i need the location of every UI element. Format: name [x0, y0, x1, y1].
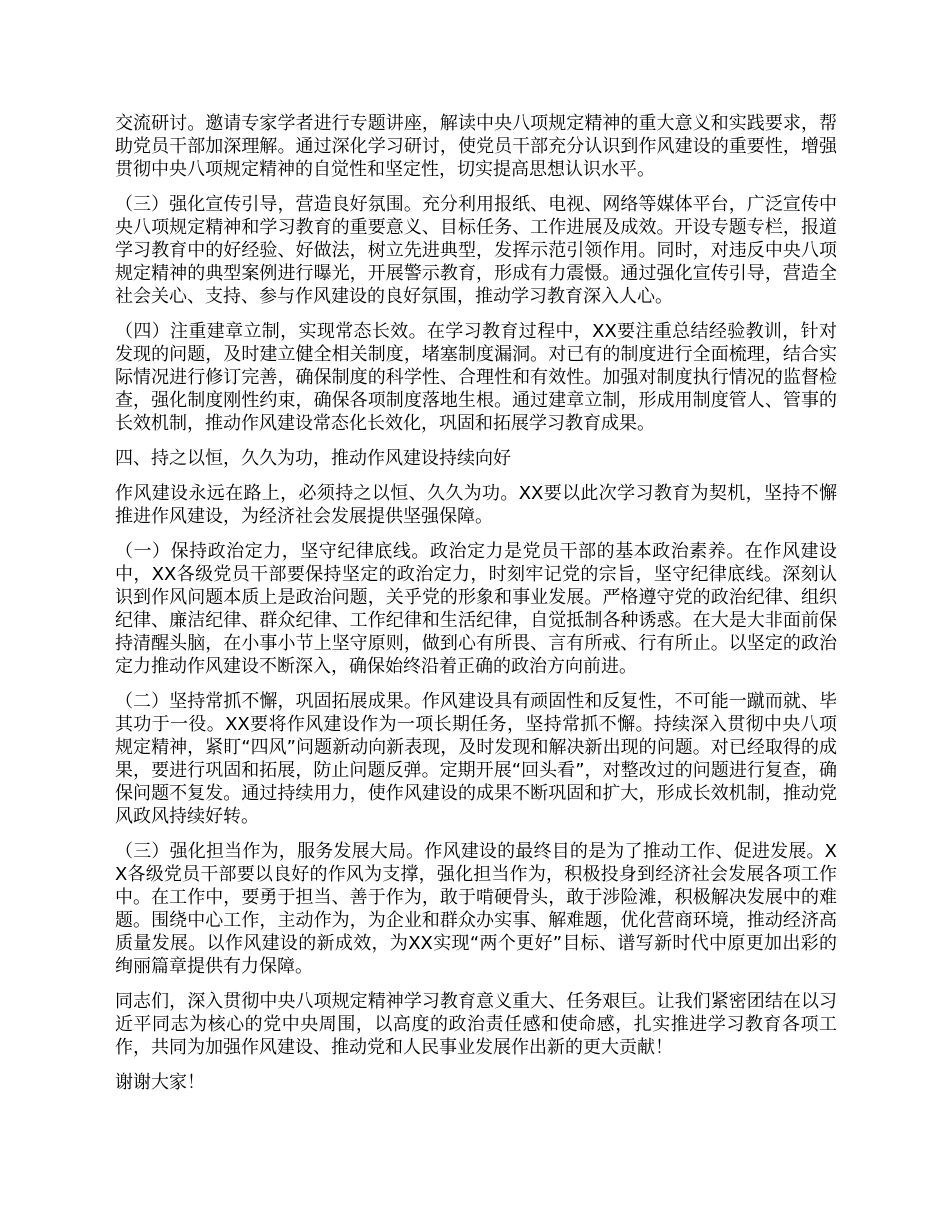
document-body: [115, 112, 837, 1094]
closing-line: 谢谢大家！: [115, 1072, 205, 1093]
paragraph-section-intro: 作风建设永远在路上，必须持之以恒、久久为功。XX要以此次学习教育为契机，坚持不懈推进作风建设，为经济社会发展提供坚强保障。: [115, 483, 837, 527]
paragraph-item-4-institution: （四）注重建章立制，实现常态长效。在学习教育过程中，XX要注重总结经验教训，针对发现的问题，及时建立健全相关制度，堵塞制度漏洞。对已有的制度进行全面梳理，结合实际情况进行修订完善，确保制度的科学性、合理性和有效性。加强对制度执行情况的监督检查，强化制度刚性约束，确保各项制度落地生根。通过建章立制，形成用制度管人、管事的长效机制，推动作风建设常态化长效化，巩固和拓展学习教育成果。: [115, 321, 837, 434]
paragraph-item-1-political-resolve: （一）保持政治定力，坚守纪律底线。政治定力是党员干部的基本政治素养。在作风建设中，XX各级党员干部要保持坚定的政治定力，时刻牢记党的宗旨，坚守纪律底线。深刻认识到作风问题本质上是政治问题，关乎党的形象和事业发展。严格遵守党的政治纪律、组织纪律、廉洁纪律、群众纪律、工作纪律和生活纪律，自觉抵制各种诱惑。在大是大非面前保持清醒头脑，在小事小节上坚守原则，做到心有所畏、言有所戒、行有所止。以坚定的政治定力推动作风建设不断深入，确保始终沿着正确的政治方向前进。: [115, 541, 837, 677]
paragraph-conclusion: 同志们，深入贯彻中央八项规定精神学习教育意义重大、任务艰巨。让我们紧密团结在以习近平同志为核心的党中央周围，以高度的政治责任感和使命感，扎实推进学习教育各项工作，共同为加强作风建设、推动党和人民事业发展作出新的更大贡献！: [115, 991, 837, 1058]
paragraph-item-3-publicity: （三）强化宣传引导，营造良好氛围。充分利用报纸、电视、网络等媒体平台，广泛宣传中央八项规定精神和学习教育的重要意义、目标任务、工作进展及成效。开设专题专栏，报道学习教育中的好经验、好做法，树立先进典型，发挥示范引领作用。同时，对违反中央八项规定精神的典型案例进行曝光，开展警示教育，形成有力震慑。通过强化宣传引导，营造全社会关心、支持、参与作风建设的良好氛围，推动学习教育深入人心。: [115, 194, 837, 307]
section-heading-4: 四、持之以恒，久久为功，推动作风建设持续向好: [115, 448, 511, 469]
paragraph-item-3-responsibility: （三）强化担当作为，服务发展大局。作风建设的最终目的是为了推动工作、促进发展。XX各级党员干部要以良好的作风为支撑，强化担当作为，积极投身到经济社会发展各项工作中。在工作中，要勇于担当、善于作为，敢于啃硬骨头，敢于涉险滩，积极解决发展中的难题。围绕中心工作，主动作为，为企业和群众办实事、解难题，优化营商环境，推动经济高质量发展。以作风建设的新成效，为XX实现“两个更好”目标、谱写新时代中原更加出彩的绚丽篇章提供有力保障。: [115, 841, 837, 977]
paragraph-continuation: 交流研讨。邀请专家学者进行专题讲座，解读中央八项规定精神的重大意义和实践要求，帮助党员干部加深理解。通过深化学习研讨，使党员干部充分认识到作风建设的重要性，增强贯彻中央八项规定精神的自觉性和坚定性，切实提高思想认识水平。: [115, 113, 837, 180]
paragraph-item-2-persistence: （二）坚持常抓不懈，巩固拓展成果。作风建设具有顽固性和反复性，不可能一蹴而就、毕其功于一役。XX要将作风建设作为一项长期任务，坚持常抓不懈。持续深入贯彻中央八项规定精神，紧盯“四风”问题新动向新表现，及时发现和解决新出现的问题。对已经取得的成果，要进行巩固和拓展，防止问题反弹。定期开展“回头看”，对整改过的问题进行复查，确保问题不复发。通过持续用力，使作风建设的成果不断巩固和扩大，形成长效机制，推动党风政风持续好转。: [115, 691, 837, 827]
